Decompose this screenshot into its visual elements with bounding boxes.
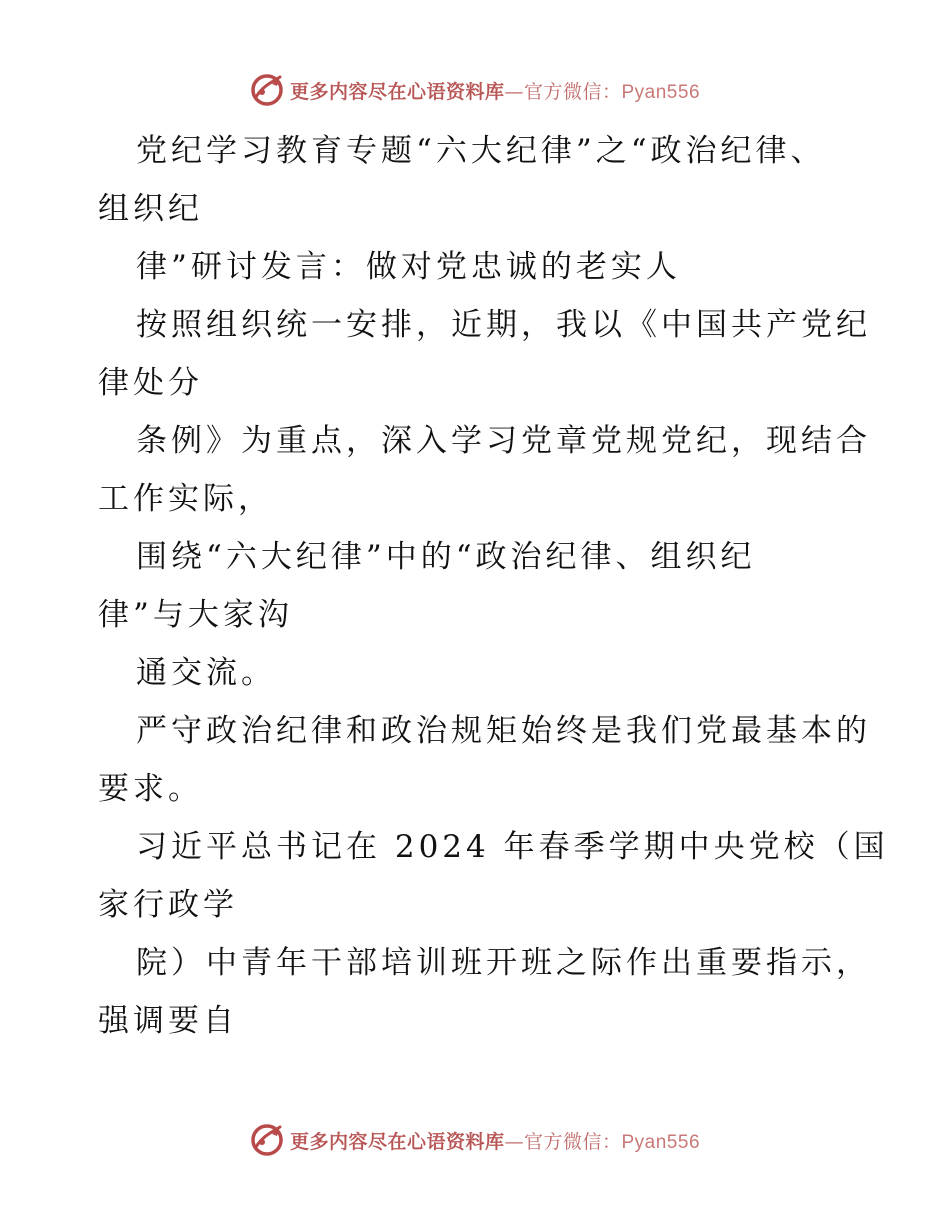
title-line-2: 组织纪 [98, 191, 203, 227]
title-line-3: 律”研讨发言：做对党忠诚的老实人 [136, 249, 681, 285]
footer-banner-dash: — [504, 1130, 524, 1153]
footer-wechat-id: Pyan556 [621, 1131, 701, 1153]
header-banner-prefix: 更多内容尽在心语资料库 [289, 80, 505, 103]
paragraph-line: 律处分 [98, 365, 203, 401]
paragraph-line: 工作实际， [98, 481, 273, 517]
paragraph-line: 强调要自 [98, 1003, 238, 1039]
title-line-1: 党纪学习教育专题“六大纪律”之“政治纪律、 [136, 133, 826, 169]
header-banner-suffix: 官方微信： [523, 80, 622, 103]
footer-banner-prefix: 更多内容尽在心语资料库 [289, 1130, 505, 1153]
header-wechat-id: Pyan556 [621, 81, 701, 103]
paragraph-line: 条例》为重点，深入学习党章党规党纪，现结合 [136, 423, 871, 459]
paragraph-line: 习近平总书记在 2024 年春季学期中央党校（国 [136, 829, 889, 865]
header-banner [0, 70, 950, 110]
document-body [98, 122, 889, 1050]
footer-banner-text [290, 1127, 700, 1154]
paragraph-line: 围绕“六大纪律”中的“政治纪律、组织纪 [136, 539, 756, 575]
brush-seal-logo-icon [250, 1123, 284, 1157]
footer-banner-inner [250, 1123, 700, 1157]
header-banner-inner [250, 73, 700, 107]
paragraph-line: 通交流。 [136, 655, 276, 691]
paragraph-line: 要求。 [98, 771, 203, 807]
paragraph-line: 律”与大家沟 [98, 597, 293, 633]
paragraph-line: 严守政治纪律和政治规矩始终是我们党最基本的 [136, 713, 871, 749]
paragraph-line: 按照组织统一安排，近期，我以《中国共产党纪 [136, 307, 871, 343]
footer-banner-suffix: 官方微信： [523, 1130, 622, 1153]
paragraph-line: 院）中青年干部培训班开班之际作出重要指示， [136, 945, 871, 981]
header-banner-dash: — [504, 80, 524, 103]
header-banner-text [290, 77, 700, 104]
paragraph-line: 家行政学 [98, 887, 238, 923]
brush-seal-logo-icon [250, 73, 284, 107]
footer-banner [0, 1120, 950, 1160]
